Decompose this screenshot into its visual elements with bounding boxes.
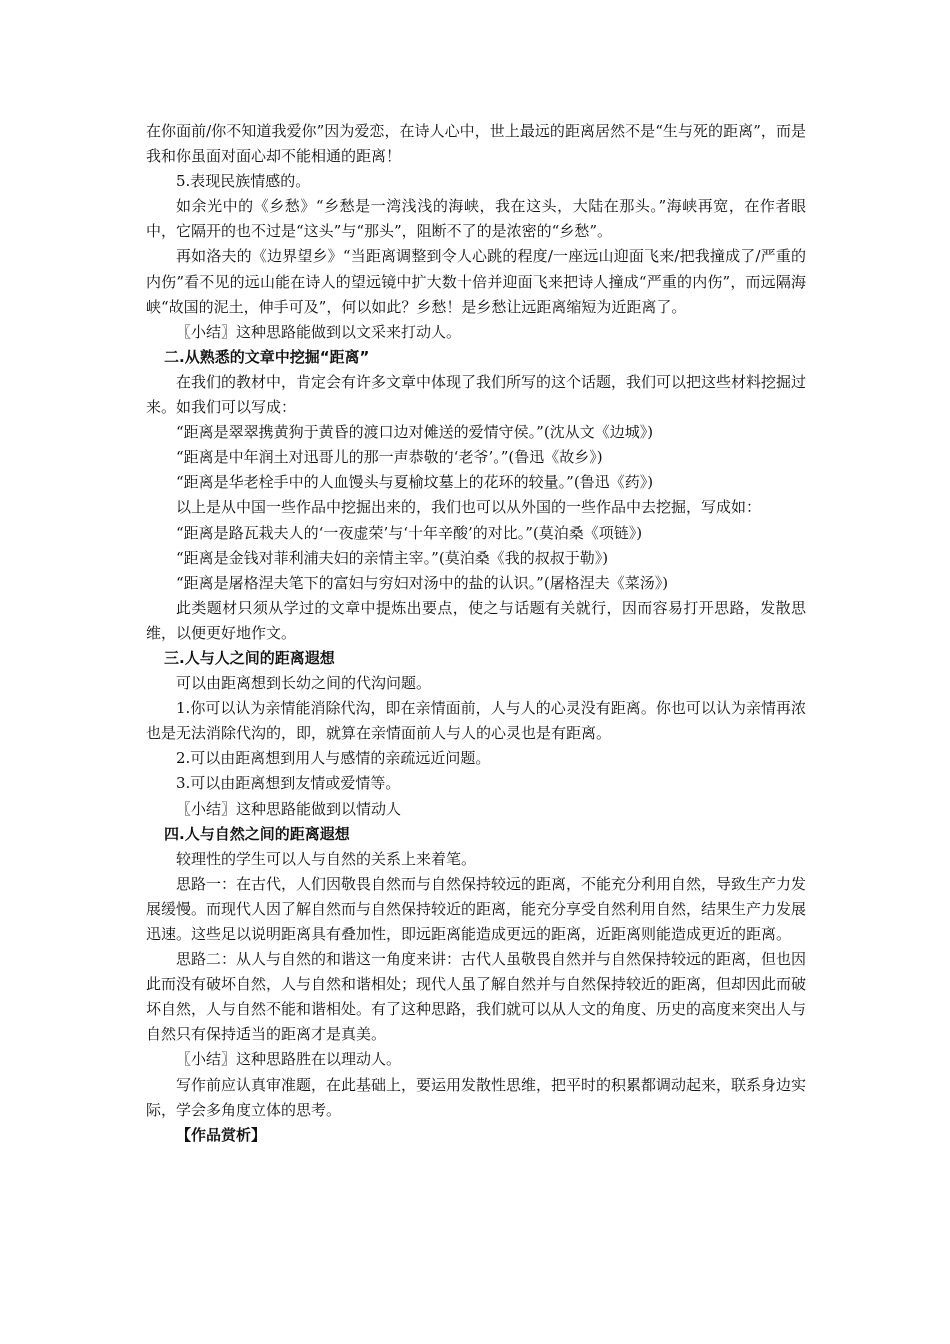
summary-paragraph: 〖小结〗这种思路能做到以情动人 bbox=[176, 799, 402, 818]
quote-line: “距离是中年润土对迅哥儿的那一声恭敬的‘老爷’。”(鲁迅《故乡》) bbox=[176, 448, 603, 467]
paragraph: 可以由距离想到长幼之间的代沟问题。 bbox=[176, 674, 432, 693]
paragraph: 写作前应认真审准题，在此基础上，要运用发散性思维，把平时的积累都调动起来，联系身边实际，学会多角度立体的思考。 bbox=[146, 1075, 807, 1119]
paragraph: 如余光中的《乡愁》“乡愁是一湾浅浅的海峡，我在这头，大陆在那头。”海峡再宽，在作者眼中，它隔开的也不过是“这头”与“那头”，阻断不了的是浓密的“乡愁”。 bbox=[146, 197, 806, 241]
paragraph: 在你面前/你不知道我爱你”因为爱恋，在诗人心中，世上最远的距离居然不是“生与死的距离”，而是我和你虽面对面心却不能相通的距离！ bbox=[146, 122, 806, 166]
paragraph: 以上是从中国一些作品中挖掘出来的，我们也可以从外国的一些作品中去挖掘，写成如： bbox=[176, 498, 762, 517]
paragraph: 3.可以由距离想到友情或爱情等。 bbox=[176, 774, 401, 793]
section-heading-3: 三.人与人之间的距离遐想 bbox=[164, 648, 335, 667]
paragraph: 1.你可以认为亲情能消除代沟，即在亲情面前，人与人的心灵没有距离。你也可以认为亲情再浓也是无法消除代沟的，即，就算在亲情面前人与人的心灵也是有距离。 bbox=[146, 699, 806, 743]
paragraph: 思路一：在古代，人们因敬畏自然而与自然保持较远的距离，不能充分利用自然，导致生产力发展缓慢。而现代人因了解自然而与自然保持较近的距离，能充分享受自然利用自然，结果生产力发展迅速。这些足以说明距离具有叠加性，即远距离能造成更远的距离，近距离则能造成更近的距离。 bbox=[146, 874, 807, 943]
paragraph: 思路二：从人与自然的和谐这一角度来讲：古代人虽敬畏自然并与自然保持较远的距离，但也因此而没有破坏自然，人与自然和谐相处；现代人虽了解自然并与自然保持较近的距离，但却因此而破坏自然，人与自然不能和谐相处。有了这种思路，我们就可以从人文的角度、历史的高度来突出人与自然只有保持适当的距离才是真美。 bbox=[146, 950, 807, 1044]
paragraph: 2.可以由距离想到用人与感情的亲疏远近问题。 bbox=[176, 749, 491, 768]
summary-paragraph: 〖小结〗这种思路胜在以理动人。 bbox=[176, 1050, 402, 1069]
summary-paragraph: 〖小结〗这种思路能做到以文采来打动人。 bbox=[176, 322, 462, 341]
paragraph: 较理性的学生可以人与自然的关系上来着笔。 bbox=[176, 849, 477, 868]
quote-line: “距离是华老栓手中的人血馒头与夏榆坟墓上的花环的较量。”(鲁迅《药》) bbox=[176, 473, 654, 492]
quote-line: “距离是金钱对菲利浦夫妇的亲情主宰。”(莫泊桑《我的叔叔于勒》) bbox=[176, 548, 609, 567]
quote-line: “距离是屠格涅夫笔下的富妇与穷妇对汤中的盐的认识。”(屠格涅夫《菜汤》) bbox=[176, 573, 669, 592]
paragraph: 在我们的教材中，肯定会有许多文章中体现了我们所写的这个话题，我们可以把这些材料挖掘过来。如我们可以写成： bbox=[146, 372, 807, 417]
quote-line: “距离是路瓦栽夫人的‘一夜虚荣’与‘十年辛酸’的对比。”(莫泊桑《项链》) bbox=[176, 523, 643, 542]
paragraph: 5.表现民族情感的。 bbox=[176, 172, 311, 191]
quote-line: “距离是翠翠携黄狗于黄昏的渡口边对傩送的爱情守侯。”(沈从文《边城》) bbox=[176, 423, 654, 442]
paragraph: 再如洛夫的《边界望乡》“当距离调整到令人心跳的程度/一座远山迎面飞来/把我撞成了/严重的内伤”看不见的远山能在诗人的望远镜中扩大数十倍并迎面飞来把诗人撞成“严重的内伤”，而远隔海峡“故国的泥土，伸手可及”，何以如此？乡愁！是乡愁让远距离缩短为近距离了。 bbox=[146, 247, 806, 316]
document-body bbox=[146, 119, 806, 1148]
appreciation-heading: 【作品赏析】 bbox=[176, 1125, 267, 1144]
paragraph: 此类题材只须从学过的文章中提炼出要点，使之与话题有关就行，因而容易打开思路，发散思维，以便更好地作文。 bbox=[146, 598, 806, 642]
section-heading-2: 二.从熟悉的文章中挖掘“距离” bbox=[164, 347, 370, 366]
section-heading-4: 四.人与自然之间的距离遐想 bbox=[164, 824, 350, 843]
